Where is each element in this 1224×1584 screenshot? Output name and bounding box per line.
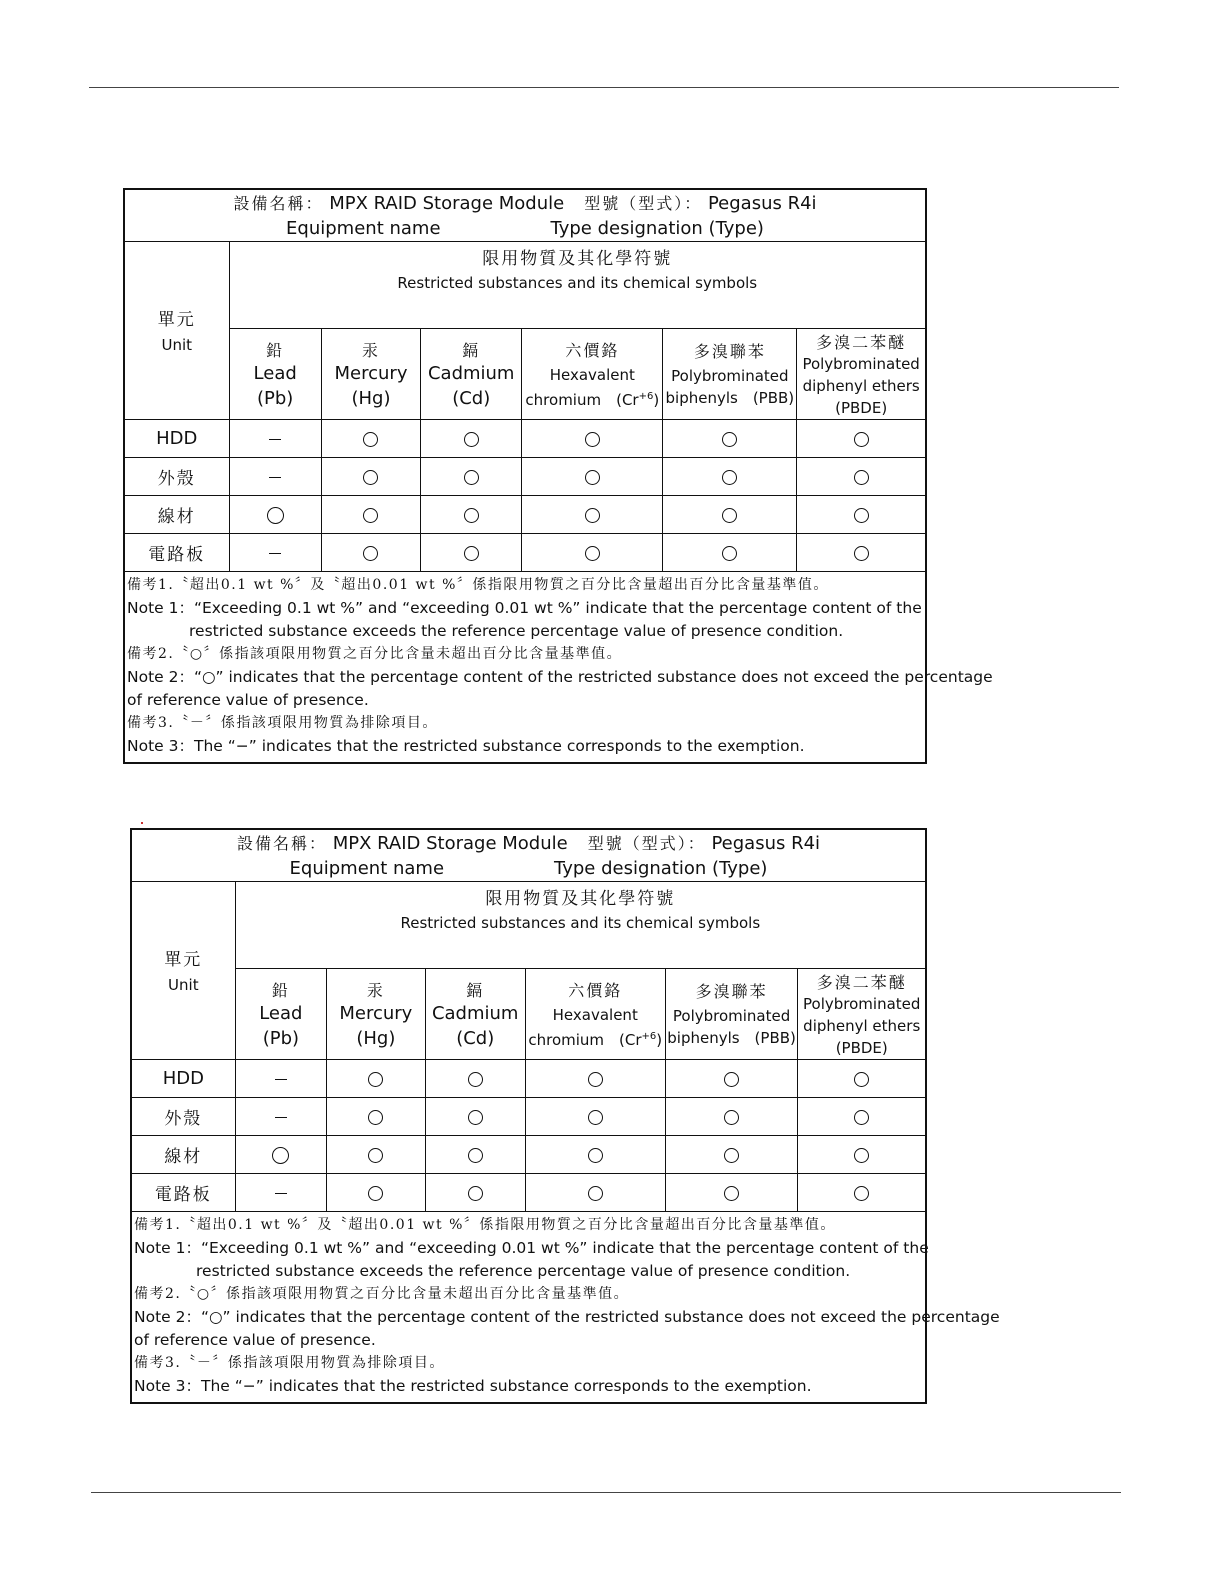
cadmium-header <box>421 329 522 420</box>
circle-mark <box>464 546 479 561</box>
note2-en-cont: of reference value of presence. <box>127 691 369 709</box>
cadmium-zh: 鎘 <box>462 340 481 360</box>
table-row <box>124 534 926 572</box>
circle-mark <box>585 546 600 561</box>
chromium-sup: +6 <box>638 390 654 402</box>
unit-en: Unit <box>161 335 193 354</box>
type-label-zh: 型號（型式）： <box>587 833 706 853</box>
pbde-en-2: diphenyl ethers <box>803 1016 921 1035</box>
note2-en: Note 2：“○” indicates that the percentage content of the restricted substance does not exceed the percentage <box>127 668 993 686</box>
chromium-en-2: chromium (Cr <box>525 390 639 409</box>
pbb-header <box>665 969 798 1060</box>
mark-cell <box>425 1174 525 1212</box>
circle-mark <box>468 1148 483 1163</box>
unit-en: Unit <box>168 975 199 994</box>
table-row <box>131 1136 926 1174</box>
mark-cell <box>522 534 663 572</box>
pbb-en-1: Polybrominated <box>672 1007 791 1025</box>
circle-mark <box>854 470 869 485</box>
chromium-header <box>525 969 665 1060</box>
title-cell <box>131 829 926 882</box>
mercury-symbol: (Hg) <box>351 387 391 409</box>
mark-cell <box>229 496 321 534</box>
pbde-en-1: Polybrominated <box>803 994 921 1013</box>
mark-cell <box>525 1098 665 1136</box>
note1-en: Note 1：“Exceeding 0.1 wt %” and “exceeding 0.01 wt %” indicate that the percentage content of the <box>127 599 922 617</box>
note1-en: Note 1：“Exceeding 0.1 wt %” and “exceeding 0.01 wt %” indicate that the percentage content of the <box>134 1239 929 1257</box>
table-row <box>131 1098 926 1136</box>
circle-mark <box>363 508 378 523</box>
pbb-en-1: Polybrominated <box>671 367 789 385</box>
mark-cell <box>421 458 522 496</box>
mark-cell <box>321 496 420 534</box>
note1-en-cont: restricted substance exceeds the reference percentage value of presence condition. <box>196 1262 851 1280</box>
circle-mark <box>363 432 378 447</box>
mark-cell <box>327 1098 426 1136</box>
lead-symbol: (Pb) <box>262 1027 300 1049</box>
mark-cell <box>229 458 321 496</box>
rohs-table-2 <box>130 828 1000 1404</box>
circle-mark <box>722 508 737 523</box>
circle-mark <box>854 508 869 523</box>
chromium-sup: +6 <box>641 1030 657 1042</box>
circle-mark <box>368 1110 383 1125</box>
unit-header <box>131 882 235 1060</box>
cadmium-header <box>425 969 525 1060</box>
circle-mark <box>724 1148 739 1163</box>
equipment-value: MPX RAID Storage Module <box>329 192 565 214</box>
pbde-en-3: (PBDE) <box>835 398 888 417</box>
title-cell <box>124 189 926 242</box>
pbde-header <box>797 329 926 420</box>
table-row <box>124 420 926 458</box>
note2-zh: 備考2.〝○〞係指該項限用物質之百分比含量未超出百分比含量基準值。 <box>134 1286 630 1302</box>
mark-cell <box>522 496 663 534</box>
chromium-header <box>522 329 663 420</box>
circle-mark <box>722 470 737 485</box>
mark-cell <box>663 534 797 572</box>
mark-cell <box>425 1098 525 1136</box>
mark-cell <box>235 1098 326 1136</box>
chromium-zh: 六價鉻 <box>565 340 620 360</box>
circle-mark <box>585 432 600 447</box>
cadmium-zh: 鎘 <box>466 980 485 1000</box>
mark-cell <box>421 534 522 572</box>
circle-mark <box>464 470 479 485</box>
note1-en-cont: restricted substance exceeds the reference percentage value of presence condition. <box>189 622 844 640</box>
row-unit-label: 線材 <box>124 496 229 534</box>
restricted-header <box>229 242 926 329</box>
circle-mark <box>464 508 479 523</box>
rohs-disclosure-table <box>130 828 1000 1404</box>
note2-en: Note 2：“○” indicates that the percentage content of the restricted substance does not exceed the percentage <box>134 1308 1000 1326</box>
mark-cell <box>235 1060 326 1098</box>
note2-zh: 備考2.〝○〞係指該項限用物質之百分比含量未超出百分比含量基準值。 <box>127 646 623 662</box>
pbde-zh: 多溴二苯醚 <box>816 972 907 992</box>
mark-cell <box>321 420 420 458</box>
circle-mark <box>722 432 737 447</box>
pbb-zh: 多溴聯苯 <box>693 342 766 361</box>
circle-mark <box>468 1110 483 1125</box>
dash-mark <box>269 477 281 479</box>
mark-cell <box>798 1098 926 1136</box>
note3-zh: 備考3.〝－〞係指該項限用物質為排除項目。 <box>127 715 438 731</box>
circle-mark <box>363 470 378 485</box>
row-unit-label: 外殼 <box>131 1098 235 1136</box>
mark-cell <box>665 1174 798 1212</box>
lead-symbol: (Pb) <box>256 387 294 409</box>
circle-mark <box>588 1072 603 1087</box>
mark-cell <box>522 420 663 458</box>
row-unit-label: HDD <box>124 420 229 458</box>
unit-zh: 單元 <box>157 309 196 330</box>
circle-mark <box>854 1148 869 1163</box>
circle-mark <box>722 546 737 561</box>
lead-header <box>235 969 326 1060</box>
note1-zh: 備考1.〝超出0.1 wt %〞及〝超出0.01 wt %〞係指限用物質之百分比含量超出百分比含量基準值。 <box>134 1217 836 1233</box>
stray-mark <box>141 822 143 824</box>
chromium-close: ) <box>653 390 660 409</box>
circle-mark <box>368 1148 383 1163</box>
equipment-label-zh: 設備名稱： <box>233 193 324 213</box>
type-value: Pegasus R4i <box>711 832 821 854</box>
unit-zh: 單元 <box>164 949 203 970</box>
mark-cell <box>425 1060 525 1098</box>
mark-cell <box>665 1136 798 1174</box>
circle-mark <box>588 1148 603 1163</box>
note1-zh: 備考1.〝超出0.1 wt %〞及〝超出0.01 wt %〞係指限用物質之百分比含量超出百分比含量基準值。 <box>127 577 829 593</box>
circle-mark <box>724 1110 739 1125</box>
note2-en-cont: of reference value of presence. <box>134 1331 376 1349</box>
cadmium-symbol: (Cd) <box>456 1027 495 1049</box>
mercury-zh: 汞 <box>366 980 385 1000</box>
cadmium-en: Cadmium <box>431 1002 519 1024</box>
mercury-en: Mercury <box>339 1002 413 1024</box>
circle-mark <box>585 470 600 485</box>
equipment-label-zh: 設備名稱： <box>236 833 327 853</box>
type-value: Pegasus R4i <box>707 192 817 214</box>
chromium-zh: 六價鉻 <box>568 980 623 1000</box>
circle-mark <box>854 546 869 561</box>
mark-cell <box>321 534 420 572</box>
chromium-en-1: Hexavalent <box>549 365 635 384</box>
circle-mark <box>854 1186 869 1201</box>
footer-rule <box>91 1492 1121 1493</box>
pbde-zh: 多溴二苯醚 <box>816 332 907 352</box>
circle-mark <box>724 1186 739 1201</box>
mark-cell <box>327 1174 426 1212</box>
rohs-table-1 <box>123 188 993 764</box>
notes-cell <box>124 572 993 764</box>
circle-mark <box>854 1072 869 1087</box>
mark-cell <box>663 496 797 534</box>
chromium-close: ) <box>656 1030 663 1049</box>
equipment-label-en: Equipment name <box>286 217 441 239</box>
mark-cell <box>327 1136 426 1174</box>
dash-mark <box>269 553 281 555</box>
circle-mark <box>368 1186 383 1201</box>
type-label-en: Type designation (Type) <box>554 857 768 879</box>
mark-cell <box>522 458 663 496</box>
mark-cell <box>235 1136 326 1174</box>
lead-zh: 鉛 <box>271 980 290 1000</box>
mercury-symbol: (Hg) <box>356 1027 396 1049</box>
row-unit-label: 電路板 <box>124 534 229 572</box>
circle-mark <box>267 507 284 524</box>
circle-mark <box>368 1072 383 1087</box>
pbde-en-2: diphenyl ethers <box>802 376 920 395</box>
cadmium-en: Cadmium <box>427 362 515 384</box>
lead-en: Lead <box>253 362 297 384</box>
row-unit-label: HDD <box>131 1060 235 1098</box>
mark-cell <box>421 496 522 534</box>
circle-mark <box>588 1110 603 1125</box>
chromium-en-1: Hexavalent <box>552 1005 638 1024</box>
mark-cell <box>797 420 926 458</box>
circle-mark <box>588 1186 603 1201</box>
mark-cell <box>525 1060 665 1098</box>
mark-cell <box>798 1174 926 1212</box>
pbb-en-2: biphenyls (PBB) <box>665 389 795 407</box>
mark-cell <box>798 1136 926 1174</box>
header-rule <box>89 87 1119 88</box>
table-row <box>131 1174 926 1212</box>
circle-mark <box>854 432 869 447</box>
note3-en: Note 3：The “−” indicates that the restricted substance corresponds to the exemption. <box>134 1377 812 1395</box>
pbb-header <box>663 329 797 420</box>
mark-cell <box>665 1098 798 1136</box>
circle-mark <box>468 1072 483 1087</box>
cadmium-symbol: (Cd) <box>452 387 491 409</box>
type-label-zh: 型號（型式）： <box>584 193 703 213</box>
mark-cell <box>663 420 797 458</box>
note3-zh: 備考3.〝－〞係指該項限用物質為排除項目。 <box>134 1355 445 1371</box>
mark-cell <box>229 420 321 458</box>
pbde-en-1: Polybrominated <box>802 354 920 373</box>
circle-mark <box>272 1147 289 1164</box>
unit-header <box>124 242 229 420</box>
restricted-en: Restricted substances and its chemical symbols <box>397 274 758 292</box>
dash-mark <box>275 1079 287 1081</box>
mark-cell <box>229 534 321 572</box>
circle-mark <box>585 508 600 523</box>
circle-mark <box>724 1072 739 1087</box>
lead-en: Lead <box>259 1002 303 1024</box>
mercury-header <box>321 329 420 420</box>
dash-mark <box>275 1193 287 1195</box>
pbde-en-3: (PBDE) <box>835 1038 888 1057</box>
mark-cell <box>797 458 926 496</box>
table-row <box>131 1060 926 1098</box>
mercury-zh: 汞 <box>361 340 380 360</box>
mark-cell <box>525 1174 665 1212</box>
row-unit-label: 外殼 <box>124 458 229 496</box>
dash-mark <box>275 1117 287 1119</box>
rohs-disclosure-table <box>123 188 993 764</box>
mark-cell <box>663 458 797 496</box>
row-unit-label: 線材 <box>131 1136 235 1174</box>
circle-mark <box>363 546 378 561</box>
circle-mark <box>468 1186 483 1201</box>
mark-cell <box>425 1136 525 1174</box>
mark-cell <box>797 496 926 534</box>
type-label-en: Type designation (Type) <box>550 217 764 239</box>
restricted-zh: 限用物質及其化學符號 <box>482 249 673 269</box>
mark-cell <box>797 534 926 572</box>
mark-cell <box>327 1060 426 1098</box>
mark-cell <box>525 1136 665 1174</box>
mark-cell <box>798 1060 926 1098</box>
dash-mark <box>269 439 281 441</box>
row-unit-label: 電路板 <box>131 1174 235 1212</box>
mercury-header <box>327 969 426 1060</box>
table-row <box>124 458 926 496</box>
mercury-en: Mercury <box>334 362 408 384</box>
notes-cell <box>131 1212 1000 1404</box>
table-row <box>124 496 926 534</box>
chromium-en-2: chromium (Cr <box>528 1030 642 1049</box>
pbde-header <box>798 969 926 1060</box>
lead-header <box>229 329 321 420</box>
restricted-zh: 限用物質及其化學符號 <box>485 889 676 909</box>
equipment-label-en: Equipment name <box>289 857 445 879</box>
mark-cell <box>665 1060 798 1098</box>
restricted-header <box>235 882 926 969</box>
note3-en: Note 3：The “−” indicates that the restricted substance corresponds to the exemption. <box>127 737 805 755</box>
pbb-en-2: biphenyls (PBB) <box>667 1029 796 1047</box>
circle-mark <box>464 432 479 447</box>
lead-zh: 鉛 <box>266 340 285 360</box>
restricted-en: Restricted substances and its chemical symbols <box>400 914 761 932</box>
mark-cell <box>421 420 522 458</box>
mark-cell <box>235 1174 326 1212</box>
equipment-value: MPX RAID Storage Module <box>332 832 568 854</box>
mark-cell <box>321 458 420 496</box>
pbb-zh: 多溴聯苯 <box>695 982 768 1001</box>
circle-mark <box>854 1110 869 1125</box>
